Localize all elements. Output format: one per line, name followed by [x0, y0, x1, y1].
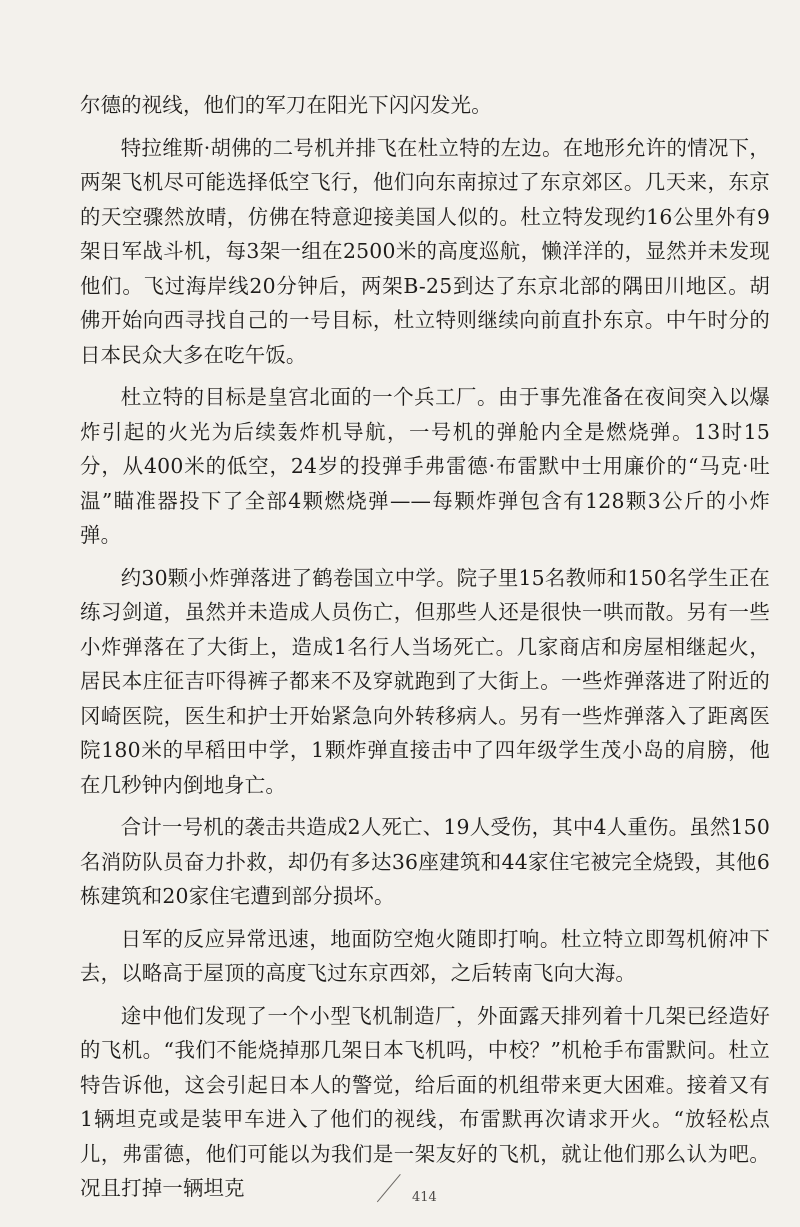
page-number [380, 1174, 460, 1214]
paragraph: 日军的反应异常迅速，地面防空炮火随即打响。杜立特立即驾机俯冲下去，以略高于屋顶的高度飞过东京西郊，之后转南飞向大海。 [80, 926, 770, 985]
paragraph-continued: 尔德的视线，他们的军刀在阳光下闪闪发光。 [80, 93, 492, 117]
paragraph: 途中他们发现了一个小型飞机制造厂，外面露天排列着十几架已经造好的飞机。“我们不能烧掉那几架日本飞机吗，中校？”机枪手布雷默问。杜立特告诉他，这会引起日本人的警觉，给后面的机组带来更大困难。接着又有1辆坦克或是装甲车进入了他们的视线，布雷默再次请求开火。“放轻松点儿，弗雷德，他们可能以为我们是一架友好的飞机，就让他们那么认为吧。况且打掉一辆坦克 [80, 1003, 770, 1200]
paragraph: 杜立特的目标是皇宫北面的一个兵工厂。由于事先准备在夜间突入以爆炸引起的火光为后续轰炸机导航，一号机的弹舱内全是燃烧弹。13时15分，从400米的低空，24岁的投弹手弗雷德·布雷默中士用廉价的“马克·吐温”瞄准器投下了全部4颗燃烧弹——每颗炸弹包含有128颗3公斤的小炸弹。 [80, 385, 770, 547]
paragraph: 特拉维斯·胡佛的二号机并排飞在杜立特的左边。在地形允许的情况下，两架飞机尽可能选择低空飞行，他们向东南掠过了东京郊区。几天来，东京的天空骤然放晴，仿佛在特意迎接美国人似的。杜立特发现约16公里外有9架日军战斗机，每3架一组在2500米的高度巡航，懒洋洋的，显然并未发现他们。飞过海岸线20分钟后，两架B-25到达了东京北部的隅田川地区。胡佛开始向西寻找自己的一号目标，杜立特则继续向前直扑东京。中午时分的日本民众大多在吃午饭。 [80, 135, 770, 367]
page-number-text: 414 [412, 1190, 437, 1205]
paragraph: 合计一号机的袭击共造成2人死亡、19人受伤，其中4人重伤。虽然150名消防队员奋力扑救，却仍有多达36座建筑和44家住宅被完全烧毁，其他6栋建筑和20家住宅遭到部分损坏。 [80, 815, 770, 908]
page-number-slash-decoration [377, 1174, 401, 1202]
paragraph: 约30颗小炸弹落进了鹤卷国立中学。院子里15名教师和150名学生正在练习剑道，虽然并未造成人员伤亡，但那些人还是很快一哄而散。另有一些小炸弹落在了大街上，造成1名行人当场死亡。几家商店和房屋相继起火，居民本庄征吉吓得裤子都来不及穿就跑到了大街上。一些炸弹落进了附近的冈崎医院，医生和护士开始紧急向外转移病人。另有一些炸弹落入了距离医院180米的早稻田中学，1颗炸弹直接击中了四年级学生茂小岛的肩膀，他在几秒钟内倒地身亡。 [80, 565, 770, 797]
